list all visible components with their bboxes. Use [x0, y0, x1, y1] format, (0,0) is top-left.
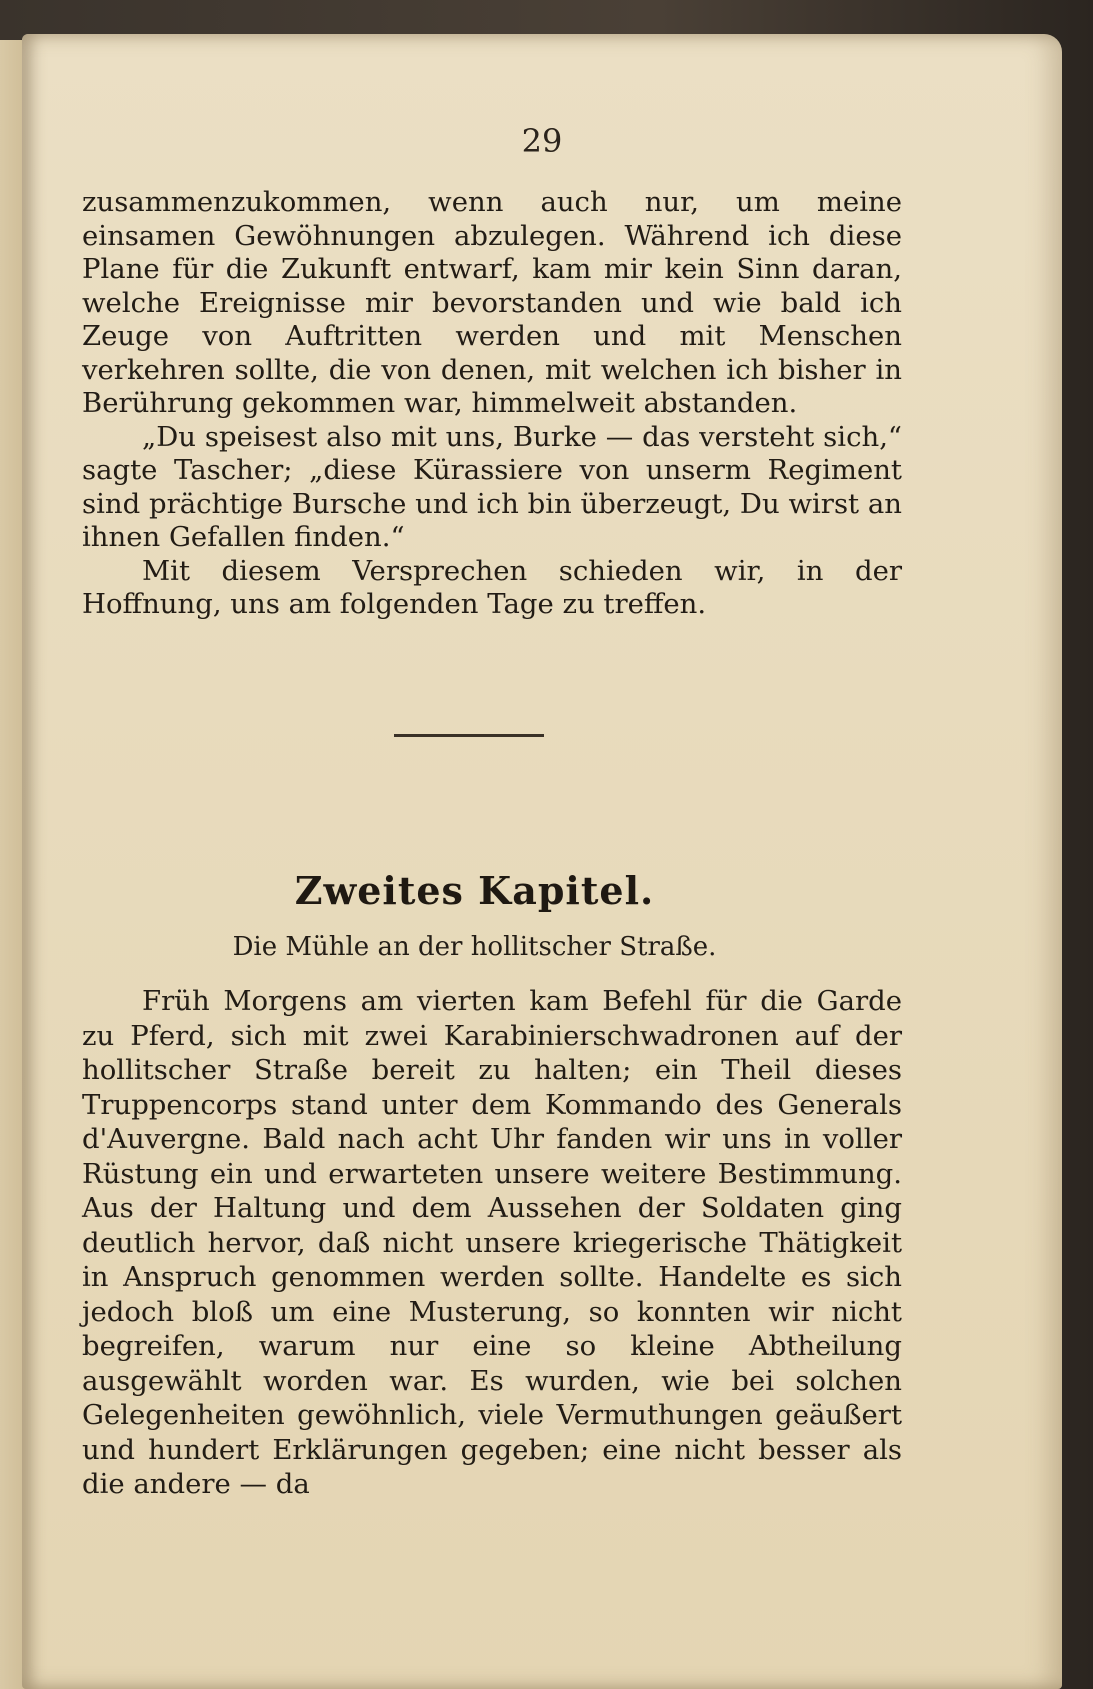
paragraph: Früh Morgens am vierten kam Befehl für die Garde zu Pferd, sich mit zwei Karabinierschwadronen auf der hollitscher Straße bereit zu halten; ein Theil dieses Truppencorps stand unter dem Kommando des Generals d'Auvergne. Bald nach acht Uhr fanden wir uns in voller Rüstung ein und erwarteten unsere weitere Bestimmung. Aus der Haltung und dem Aussehen der Soldaten ging deutlich hervor, daß nicht unsere kriegerische Thätigkeit in Anspruch genommen werden sollte. Handelte es sich jedoch bloß um eine Musterung, so konnten wir nicht begreifen, warum nur eine so kleine Abtheilung ausgewählt worden war. Es wurden, wie bei solchen Gelegenheiten gewöhnlich, viele Vermuthungen geäußert und hundert Erklärungen gegeben; eine nicht besser als die andere — da [82, 985, 902, 1500]
paragraph: „Du speisest also mit uns, Burke — das versteht sich,“ sagte Tascher; „diese Kürassiere von unserm Regiment sind prächtige Bursche und ich bin überzeugt, Du wirst an ihnen Gefallen finden.“ [82, 420, 902, 553]
chapter-title: Zweites Kapitel. [294, 868, 655, 913]
chapter-subtitle: Die Mühle an der hollitscher Straße. [232, 932, 717, 962]
page-number: 29 [521, 122, 563, 160]
section-divider [394, 734, 544, 737]
paragraph: Mit diesem Versprechen schieden wir, in der Hoffnung, uns am folgenden Tage zu treffen. [82, 554, 902, 620]
top-text-block [82, 186, 902, 622]
paragraph: zusammenzukommen, wenn auch nur, um meine einsamen Gewöhnungen abzulegen. Während ich diese Plane für die Zukunft entwarf, kam mir kein Sinn daran, welche Ereignisse mir bevorstanden und wie bald ich Zeuge von Auftritten werden und mit Menschen verkehren sollte, die von denen, mit welchen ich bisher in Berührung gekommen war, himmelweit abstanden. [82, 186, 902, 419]
bottom-text-block [82, 984, 902, 1502]
book-page [22, 34, 1062, 1689]
